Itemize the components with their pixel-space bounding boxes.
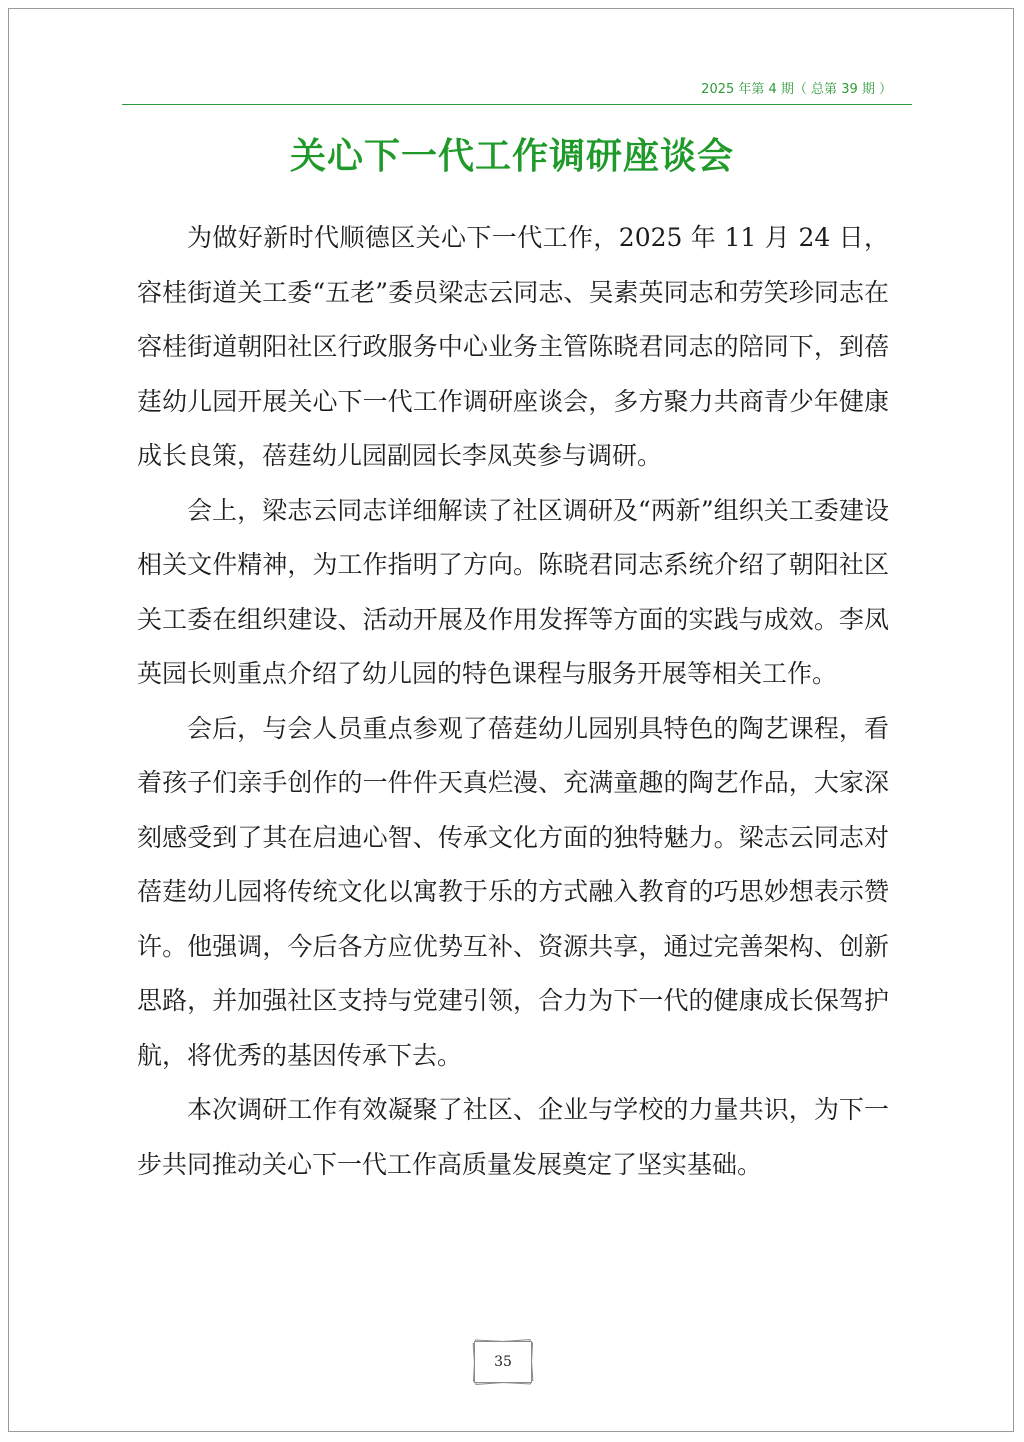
paragraph-3: 会后，与会人员重点参观了蓓莛幼儿园别具特色的陶艺课程，看着孩子们亲手创作的一件件天真烂漫、充满童趣的陶艺作品，大家深刻感受到了其在启迪心智、传承文化方面的独特魅力。梁志云同志对蓓莛幼儿园将传统文化以寓教于乐的方式融入教育的巧思妙想表示赞许。他强调，今后各方应优势互补、资源共享，通过完善架构、创新思路，并加强社区支持与党建引领，合力为下一代的健康成长保驾护航，将优秀的基因传承下去。: [137, 713, 889, 1070]
article-title: 关心下一代工作调研座谈会: [289, 136, 734, 177]
paragraph-4: 本次调研工作有效凝聚了社区、企业与学校的力量共识，为下一步共同推动关心下一代工作高质量发展奠定了坚实基础。: [137, 1095, 889, 1179]
issue-header: 2025 年第 4 期（ 总第 39 期 ）: [701, 82, 892, 97]
paragraph-1: 为做好新时代顺德区关心下一代工作，2025 年 11 月 24 日，容桂街道关工委“五老”委员梁志云同志、吴素英同志和劳笑珍同志在容桂街道朝阳社区行政服务中心业务主管陈晓君同志的陪同下，到蓓莛幼儿园开展关心下一代工作调研座谈会，多方聚力共商青少年健康成长良策，蓓莛幼儿园副园长李凤英参与调研。: [137, 223, 889, 470]
page-number-badge: [474, 1341, 532, 1383]
article-body: [137, 211, 889, 1192]
header-rule: [122, 104, 912, 105]
page-number: 35: [474, 1341, 532, 1383]
paragraph-2: 会上，梁志云同志详细解读了社区调研及“两新”组织关工委建设相关文件精神，为工作指明了方向。陈晓君同志系统介绍了朝阳社区关工委在组织建设、活动开展及作用发挥等方面的实践与成效。李凤英园长则重点介绍了幼儿园的特色课程与服务开展等相关工作。: [137, 495, 889, 688]
